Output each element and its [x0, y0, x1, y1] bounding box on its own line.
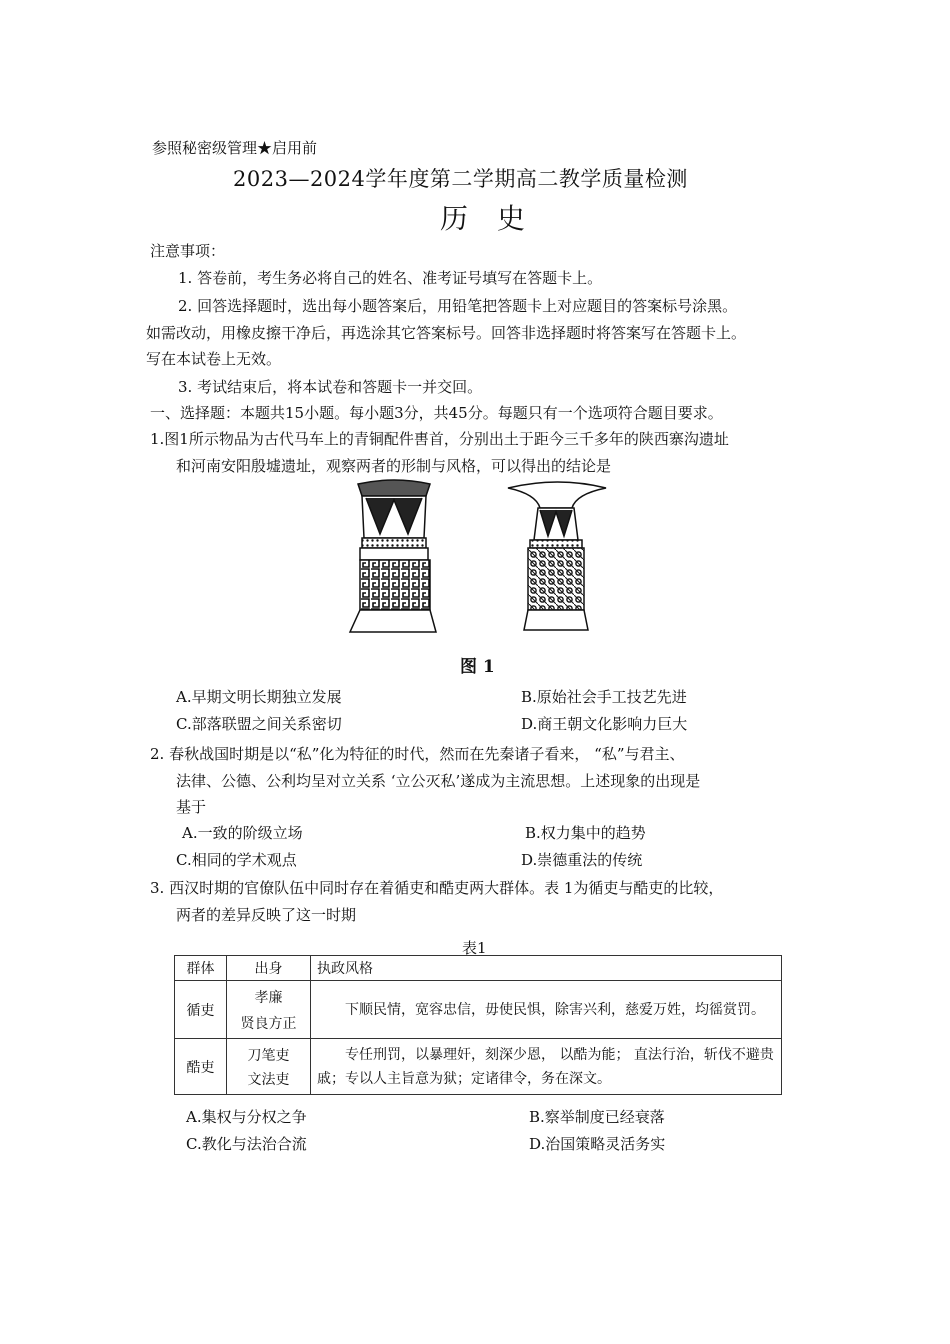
q2-option-a: A.一致的阶级立场 — [182, 824, 303, 842]
table-header-style: 执政风格 — [311, 956, 782, 981]
origin-line: 孝廉 — [254, 989, 283, 1006]
origin-line: 文法吏 — [247, 1071, 290, 1088]
confidential-label: 参照秘密级管理★启用前 — [152, 139, 318, 157]
origin-line: 刀笔吏 — [247, 1047, 290, 1064]
q3-line-1: 3. 西汉时期的官僚队伍中同时存在着循吏和酷吏两大群体。表 1为循吏与酷吏的比较， — [150, 879, 724, 897]
axle-cap-left — [350, 480, 436, 632]
q2-line-2: 法律、公德、公利均呈对立关系 ‘立公灭私’遂成为主流思想。上述现象的出现是 — [176, 772, 701, 790]
table-cell-style: 下顺民情，宽容忠信，毋使民惧，除害兴利，慈爱万姓，均徭赏罚。 — [311, 981, 782, 1039]
table-cell-group: 酷吏 — [175, 1039, 227, 1095]
q2-option-d: D.崇德重法的传统 — [521, 851, 643, 869]
notes-heading: 注意事项： — [150, 242, 226, 260]
table-cell-style: 专任刑罚，以暴理奸，刻深少恩， 以酷为能； 直法行治，斩伐不避贵戚；专以人主旨意为狱；定诸律令，务在深文。 — [311, 1039, 782, 1095]
exam-title: 2023—2024学年度第二学期高二教学质量检测 — [233, 167, 688, 191]
note-2-line-2: 如需改动，用橡皮擦干净后，再选涂其它答案标号。回答非选择题时将答案写在答题卡上。 — [146, 324, 747, 342]
q3-option-d: D.治国策略灵活务实 — [529, 1135, 666, 1153]
q2-line-1: 2. 春秋战国时期是以“私”化为特征的时代，然而在先秦诸子看来， “私”与君主、 — [150, 745, 685, 763]
q3-line-2: 两者的差异反映了这一时期 — [176, 906, 357, 924]
note-1: 1. 答卷前，考生务必将自己的姓名、准考证号填写在答题卡上。 — [178, 269, 603, 287]
q1-option-c: C.部落联盟之间关系密切 — [176, 715, 342, 733]
table-row — [175, 981, 782, 1039]
subject-title: 历 史 — [440, 202, 535, 235]
table-header-origin: 出身 — [227, 956, 311, 981]
q3-option-a: A.集权与分权之争 — [186, 1108, 307, 1126]
table-cell-group: 循吏 — [175, 981, 227, 1039]
table-header-group: 群体 — [175, 956, 227, 981]
note-2-line-3: 写在本试卷上无效。 — [146, 350, 282, 368]
table-1 — [174, 955, 782, 1095]
q1-option-d: D.商王朝文化影响力巨大 — [521, 715, 688, 733]
table-header-row — [175, 956, 782, 981]
figure-1-bronze-axle-caps — [340, 478, 625, 636]
q3-option-c: C.教化与法治合流 — [186, 1135, 307, 1153]
q1-option-b: B.原始社会手工技艺先进 — [521, 688, 687, 706]
origin-line: 贤良方正 — [240, 1015, 297, 1032]
q2-option-c: C.相同的学术观点 — [176, 851, 297, 869]
q1-line-2: 和河南安阳殷墟遗址，观察两者的形制与风格，可以得出的结论是 — [176, 457, 612, 475]
q3-option-b: B.察举制度已经衰落 — [529, 1108, 665, 1126]
q2-line-3: 基于 — [176, 798, 207, 816]
axle-cap-right — [508, 482, 606, 630]
table-cell-origin — [227, 981, 311, 1039]
table-row — [175, 1039, 782, 1095]
note-2-line-1: 2. 回答选择题时，选出每小题答案后，用铅笔把答题卡上对应题目的答案标号涂黑。 — [178, 297, 738, 315]
table-cell-origin — [227, 1039, 311, 1095]
note-3: 3. 考试结束后，将本试卷和答题卡一并交回。 — [178, 378, 483, 396]
q1-line-1: 1.图1所示物品为古代马车上的青铜配件軎首，分别出土于距今三千多年的陕西寨沟遗址 — [150, 430, 729, 448]
q1-option-a: A.早期文明长期独立发展 — [176, 688, 342, 706]
table-1-caption: 表1 — [462, 939, 487, 957]
section-heading: 一、选择题：本题共15小题。每小题3分，共45分。每题只有一个选项符合题目要求。 — [150, 404, 723, 422]
figure-1-label: 图 1 — [460, 657, 495, 677]
q2-option-b: B.权力集中的趋势 — [525, 824, 646, 842]
